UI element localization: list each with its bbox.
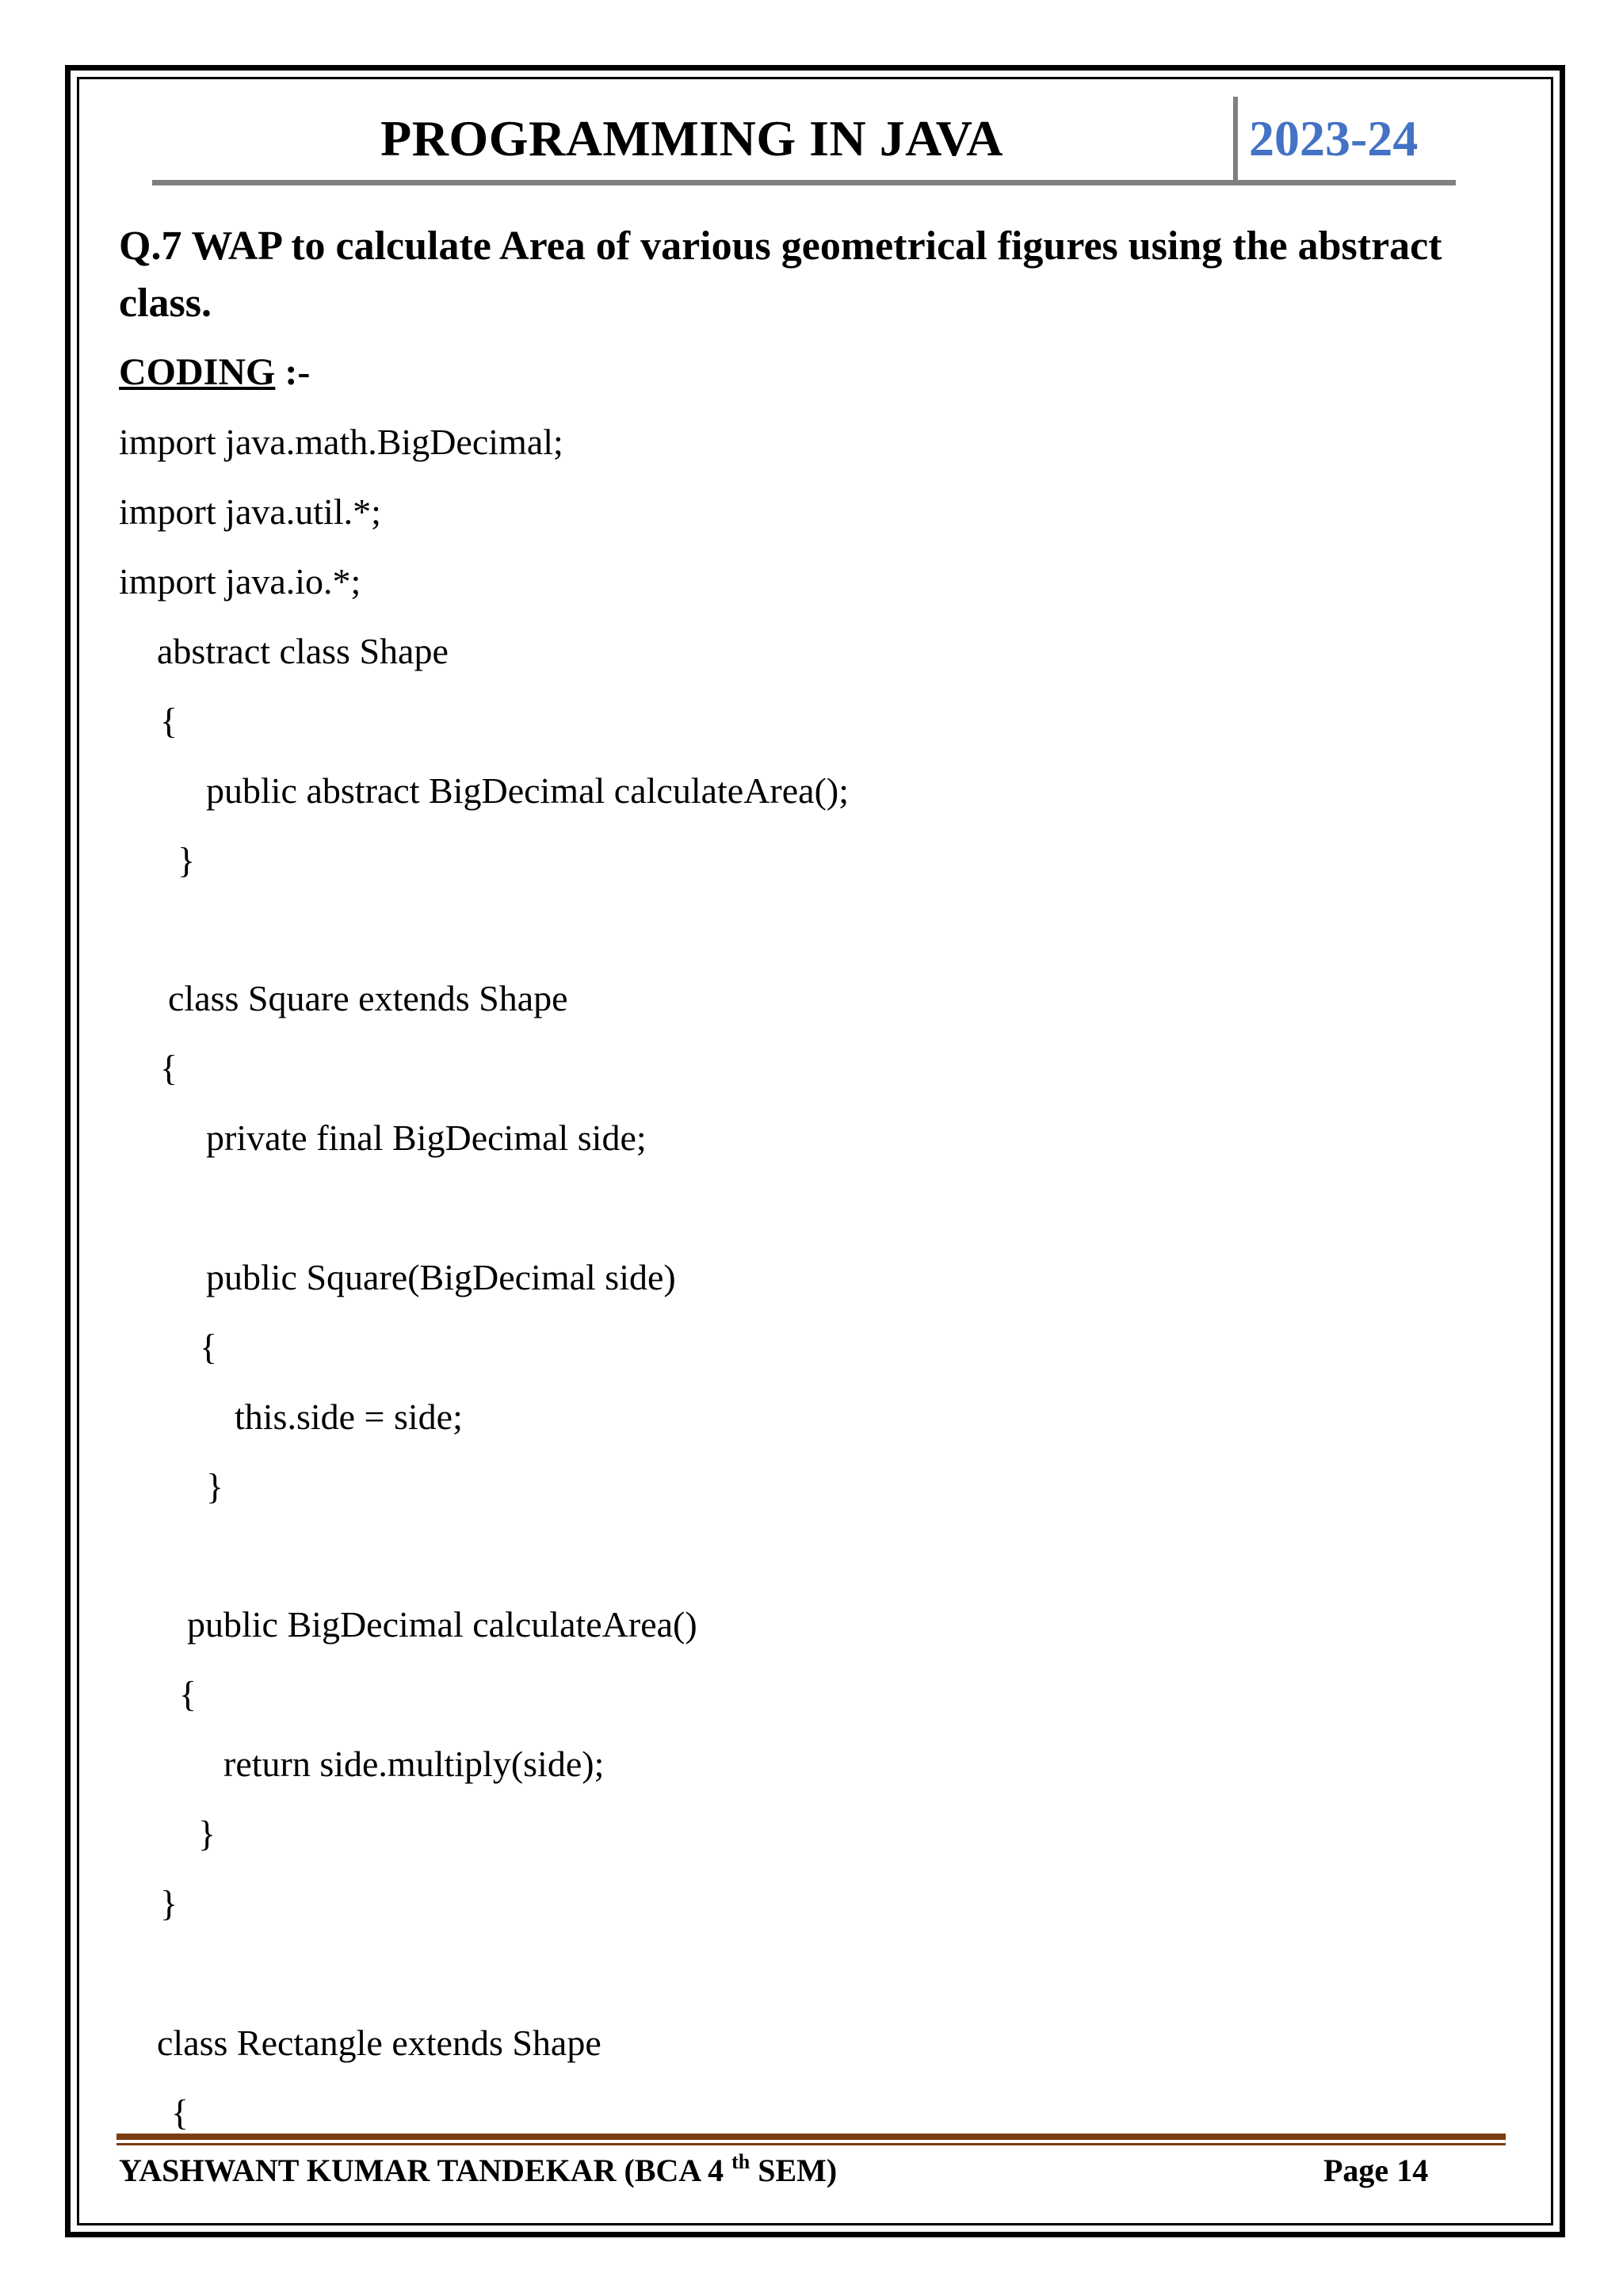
code-line: class Rectangle extends Shape: [157, 2023, 601, 2063]
header-title: PROGRAMMING IN JAVA: [380, 110, 1003, 166]
footer-author: [119, 2149, 837, 2192]
code-line: public Square(BigDecimal side): [206, 1257, 676, 1297]
code-line: import java.io.*;: [119, 561, 361, 602]
footer-rule: [116, 2134, 1506, 2140]
code-line: {: [200, 1327, 218, 1367]
coding-label: CODING: [119, 351, 276, 393]
footer-sem: SEM): [750, 2153, 838, 2188]
coding-heading: [119, 349, 310, 396]
header-year: 2023-24: [1249, 110, 1419, 166]
code-line: private final BigDecimal side;: [206, 1117, 647, 1158]
code-line: {: [160, 1048, 178, 1088]
footer-rule-thin: [116, 2143, 1506, 2145]
code-line: public BigDecimal calculateArea(): [187, 1604, 697, 1645]
footer-page-number: Page 14: [1323, 2153, 1429, 2188]
footer-author-text: YASHWANT KUMAR TANDEKAR (BCA 4: [119, 2153, 724, 2188]
code-line: return side.multiply(side);: [223, 1744, 605, 1784]
code-line: this.side = side;: [235, 1396, 463, 1437]
code-line: }: [160, 1883, 178, 1924]
code-line: }: [198, 1813, 216, 1854]
code-line: class Square extends Shape: [168, 978, 568, 1018]
code-line: {: [179, 1674, 197, 1714]
code-line: abstract class Shape: [157, 631, 449, 671]
code-line: }: [206, 1466, 224, 1507]
header-divider: [1233, 97, 1238, 184]
code-line: }: [178, 840, 196, 881]
code-line: public abstract BigDecimal calculateArea();: [206, 770, 849, 811]
code-line: {: [160, 701, 178, 741]
footer-sup: th: [731, 2150, 750, 2173]
code-line: import java.math.BigDecimal;: [119, 422, 563, 462]
header-rule: [152, 180, 1456, 185]
question-text: Q.7 WAP to calculate Area of various geometrical figures using the abstract class.: [119, 223, 1442, 326]
coding-suffix: :-: [275, 351, 311, 393]
code-line: {: [171, 2092, 189, 2133]
code-line: import java.util.*;: [119, 491, 381, 532]
